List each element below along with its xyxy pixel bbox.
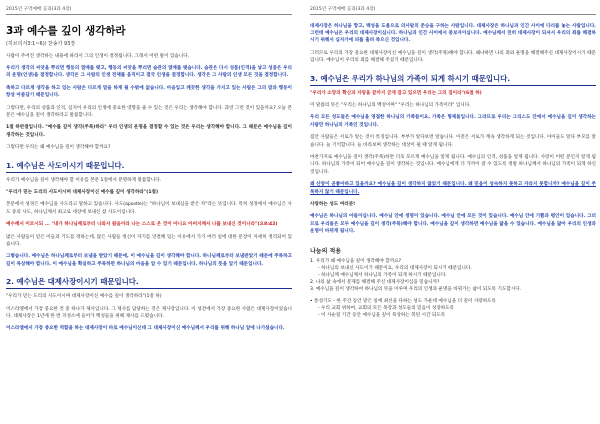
application-text: 예수님은 하나님의 아들이십니다. 예수님 안에 생명이 있습니다. 예수님 안에 모든 것이 있습니다. 예수님 안에 기쁨과 평안이 있습니다. 그러므로 우리들은 모두 예수님을 깊이 생각(주목)해야 합니다. 예수님을 깊이 생각하면 예수님을 닮을 수 있습니다. 예수님을 닮아 우리의 인생과 운명이 바뀌게 됩니다. (310, 214, 596, 235)
question-answer: - 하나님의 보내신 사도이기 때문이요, 우리의 대제사장이 되시기 때문입니다. (318, 265, 472, 271)
page-header-left: 2015년 구역예배 공과(3과 4장) (6, 6, 292, 15)
page-header-right: 2015년 구역예배 공과(3과 4장) (310, 6, 596, 15)
section-1-para-3: 많은 사람들이 믿은 이들과 기도를 정하는데, 많은 사람들 정신이 자기를 연결해 있는 이유에서 가기 여러 일에 대한 문장이 자세히 정리되어 있습니다. (6, 234, 292, 247)
section-1-heading: 1. 예수님은 사도이시기 때문입니다. (6, 160, 292, 173)
questions-title: 나눔의 적용 (310, 247, 342, 255)
section-1-para-2: 본문에서 성경은 예수님을 사도라고 말하고 있습니다. 사도(apostle)는 "하나님이 보내심을 받은 자"라는 뜻입니다. 특히 성경에서 예수님은 사도 중의 사도, 하나님께서 최고로 세상에 보내신 참 사도이십니다. (6, 202, 292, 215)
section-2-verse: "우리가 믿는 도리의 사도이시며 대제사장이신 예수를 깊이 생각하라"(1절 하) (6, 294, 162, 300)
section-3-verse: "우리가 소망의 확신과 자랑을 끝까지 굳게 잡고 있으면 우리는 그의 집이라"(6절 하) (310, 90, 482, 96)
section-2-para-1: 이스라엘에서 가장 중요한 것 중 하나가 제사입니다. 그 제사를 담당하는 것은 제사장입니다. 이 성전에서 가장 중요한 사람은 대제사장이었습니다. 대제사장은 1년에 한 번 지성소에 들어가 백성들을 위해 제사를 드렸습니다. (6, 306, 292, 320)
section-1-para-4: 그렇습니다. 예수님은 하나님께로부터 보냄을 받았기 때문에, 이 예수님을 깊이 생각해야 합니다. 하나님께로부터 보냄받았기 때문에 주목하고 깊이 묵상해야 합니다. 이 예수님을 확실하고 주목하면 하나님의 마음을 알 수 있기 때문입니다. 하나님의 뜻을 알기 때문입니다. (6, 254, 292, 267)
left-page (6, 6, 292, 418)
prayer-item: - 이 사순절 기간 동안 예수님을 깊이 묵상하는 복된 시간 되도록 (318, 312, 446, 318)
section-2-heading: 2. 예수님은 대제사장이시기 때문입니다. (6, 276, 292, 289)
section-3-para-2: 우리 모든 성도들은 예수님을 영접한 하나님의 가족들이요, 가족은 형제들입니다. 그러므로 우리는 그리스도 안에서 예수님을 깊이 생각하는 사람만 하나님의 가족인 것입니다. (310, 115, 596, 128)
prayer-item: - 우리 교회 위하여, 교회의 모든 목장과 성도들의 믿음이 성장하도록 (318, 305, 455, 311)
section-1-para-1: 우리가 예수님을 깊이 생각해야 할 이유를 본문 1절에서 분명하게 말씀합니다. (6, 177, 162, 183)
section-3-para-4: 마찬가지로 예수님을 깊이 생각(주목)하면 더욱 모르게 예수님을 알게 됩니다. 예수님의 인격, 성품을 알게 됩니다. 사랑이 어떤 분인지 알게 됩니다. 하나님의 가족이 되어 예수님을 깊이 생각하는 것입니다. 예수님에게 더 가까이 갈 수 있도록 정말 하나님께서 하나님의 가족이 되게 하신 것입니다. (310, 154, 596, 175)
intro-paragraph-2: 우리가 생각의 씨앗을 뿌리면 행동의 열매를 맺고, 행동의 씨앗을 뿌리면 습관의 열매를 맺습니다. 습관은 다시 성품(인격)을 낳고 성품은 우리의 운명(인생)을 결정합니다. 생각은 그 사람의 인생 전체를 움직이고 결국 인생을 결정합니다. 생각은 그 사람의 인생 모든 것을 결정합니다. (6, 65, 292, 79)
intro-paragraph-4: 그렇다면, 우리의 성품과 인격, 심지어 우리의 인생에 중요한 영향을 줄 수 있는 것은 우리는 생각해야 합니다. 과연 그런 것이 있을까요? 오늘 본문은 예수님을 깊이 생각하라고 말씀합니다. (6, 105, 292, 118)
intro-paragraph-6: 그렇다면 우리는 왜 예수님을 깊이 생각해야 할까요? (6, 145, 111, 151)
scripture-reference: (히브리서3:1~6)/ 찬송가 93장 (6, 40, 76, 47)
question-answer: - 하나님께 예수님께서 하나님의 가족이 되게 하시기 때문입니다. (318, 272, 447, 278)
question-item: 1. 우리가 왜 예수님을 깊이 생각해야 할까요? (310, 258, 402, 264)
intro-paragraph-1: 사람이 주어진 생각하는 내용에 따라서 그의 인생이 결정됩니다. 그래서 어떤 말이 있습니다. (6, 53, 190, 59)
prayer-item: • 통성기도 - 한 주간 동안 맡은 일에 최선을 다하는 성도 가운데 예수님을 더 깊이 사랑하도록 (310, 298, 497, 304)
right-top-para-1: 대제사장은 하나님을 향고, 백성을 도울으로 의사람의 준승을 구하는 사람입니다. 대제사장은 하나님과 인간 사이에 다리를 놓는 사람입니다. 그런데 예수님은 우리의 대제사장이십니다. 하나님과 인간 사이에서 중보자이십니다. 예수님께서 친히 대제사장이 되셔서 우리의 죄를 해결하시기 위해서 십자가에 피를 흘려 죽으신 것입니다. (310, 23, 596, 44)
section-2-para-2: 이스라엘에서 가장 중요한 역할을 하는 대제사장이 바로 예수님이신데 그 대제사장이신 예수님께서 우리를 위해 하나님 앞에 나가셨습니다. (6, 326, 285, 332)
question-item: 3. 예수님을 깊이 생각하여 하나님의 뜻을 이루며 우리의 인생과 운명을 바꿔가는 삶이 되도록 기도합시다. (310, 286, 522, 292)
lesson-title: 3과 예수를 깊이 생각하라 (6, 24, 126, 37)
right-top-para-2: 그러므로 우리의 가장 중요한 대제사장이신 예수님을 깊이 생각(주목)해야 합니다. 왜냐하면 나의 죄와 운명을 해결해주신 대제사장이시기 때문입니다. 예수님이 우리의 죄를 해결해 주셨기 때문입니다. (310, 50, 596, 64)
section-3-para-3: 집안 사람들은 서로가 알는 것이 특징입니다. 부부가 알다보면 알습니다. 이전은 서로가 계속 생각하게 되는 것입니다. 아이들도 알다 부모를 알습니다. 늘 기억합니다. 늘 바라보며 생각하는 대상이 될 때 알게 됩니다. (310, 135, 596, 148)
application-title: 사랑하는 성도 여러분! (310, 202, 356, 207)
section-1-quote: 예수께서 이르시되 ... "내가 하나님께로부터 나와서 왔음이라 나는 스스로 온 것이 아니요 아버지께서 나를 보내신 것이니라"(요8:42) (6, 222, 278, 228)
section-3-para-1: 이 말씀의 뜻은 "우리는 하나님의 백성이며" "우리는 하나님의 가족이라" 입니다. (310, 102, 471, 108)
intro-paragraph-3: 축하고 다르게 생각을 하고 있는 사람은 다르게 말을 하게 될 수밖에 없습니다. 마음입고 깨끗한 생각을 가지고 있는 사람은 그의 말과 행동이 항상 아름답기 때문입니다. (6, 85, 292, 99)
right-page (310, 6, 596, 418)
intro-paragraph-5: 1절 하반절입니다. "예수를 깊이 생각(주목)하라" 우리 인생의 운명을 결정할 수 있는 것은 우리는 생각해야 합니다. 그 때문은 예수님을 깊이 생각하는 것입니다. (6, 125, 292, 138)
section-3-quote: 왜 산양이 곧좋아하고 있을까요? 예수님을 깊이 생각하지 않았기 때문입니다. 왜 믿음이 성숙하지 못하고 자라지 못합니까? 예수님을 깊이 주목하지 않기 때문입니다. (310, 182, 596, 195)
section-1-verse: "우리가 믿는 도리의 사도이시며 대제사장이신 예수를 깊이 생각하라"(1절) (6, 189, 159, 195)
question-item: 2. 나의 삶 속에서 문제를 해결해 주신 대제사장이심을 믿습니까? (310, 279, 440, 285)
section-3-heading: 3. 예수님은 우리가 하나님의 가족이 되게 하시기 때문입니다. (310, 73, 596, 86)
